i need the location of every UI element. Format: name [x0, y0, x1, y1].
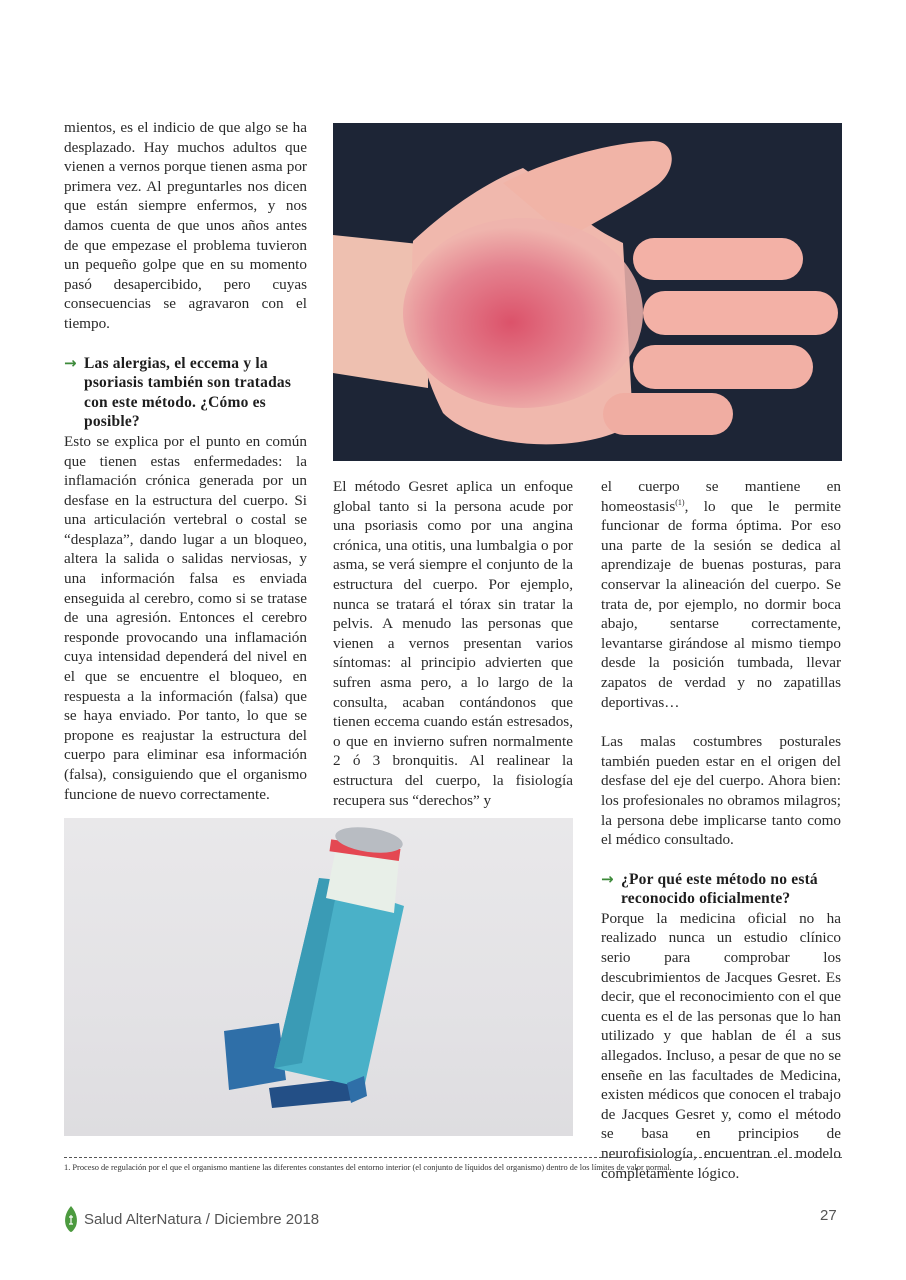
column-1	[64, 118, 307, 804]
inhaler-photo	[64, 818, 573, 1136]
heading-text: ¿Por qué este método no está reconocido oficialmente?	[621, 870, 818, 908]
section-heading-recognition	[601, 870, 841, 909]
section-heading-allergies	[64, 354, 307, 432]
body-paragraph-homeostasis	[601, 477, 841, 712]
leaf-logo-icon	[64, 1206, 78, 1232]
column-2	[333, 477, 573, 810]
text-span: el cuerpo se mantiene en homeostasis	[601, 478, 841, 515]
arrow-right-icon: →	[64, 353, 77, 372]
arrow-right-icon: →	[601, 869, 614, 888]
text-span: , lo que le permite funcionar de forma óptima. Por eso una parte de la sesión se dedica al aprendizaje de buenas posturas, para conservar la alineación del cuerpo. Se trata de, por ejemplo, no dormir boca abajo, sentarse correctamente, levantarse girándose al mismo tiempo desde la posición tumbada, llevar zapatos de verdad y no zapatillas deportivas…	[601, 497, 841, 711]
body-paragraph-recognition: Porque la medicina oficial no ha realizado nunca un estudio clínico serio para comprobar los descubrimientos de Jacques Gesret. Es decir, que el reconocimiento con el que cuenta es el de las personas que lo han utilizado y que hablan de él a sus allegados. Incluso, a pesar de que no se enseñe en las facultades de Medicina, existen médicos que conocen el trabajo de Jacques Gesret y, como el método se basa en principios de neurofisiología, encuentran el modelo completamente lógico.	[601, 909, 841, 1182]
column-3	[601, 477, 841, 1183]
hand-psoriasis-photo	[333, 123, 842, 461]
page-number: 27	[820, 1207, 837, 1224]
heading-text: Las alergias, el eccema y la psoriasis también son tratadas con este método. ¿Cómo es posible?	[84, 354, 292, 431]
body-paragraph-posture: Las malas costumbres posturales también pueden estar en el origen del desfase del eje del cuerpo. Ahora bien: los profesionales no obramos milagros; la persona debe implicarse tanto como el médico consultado.	[601, 733, 841, 849]
footnote-divider	[64, 1157, 842, 1158]
body-paragraph: El método Gesret aplica un enfoque global tanto si la persona acude por una psoriasis como por una angina crónica, una otitis, una lumbalgia o por asma, se verá siempre el conjunto de la estructura del cuerpo. Por ejemplo, nunca se tratará el tórax sin tratar la pelvis. A menudo las personas que vienen a vernos presentan varios síntomas: al principio advierten que sufren asma pero, a lo largo de la consulta, acaban contándonos que tienen eccema cuando están estresados, o que en invierno sufren normalmente 2 ó 3 bronquitis. Al realinear la estructura del cuerpo, la fisiología recupera sus “derechos” y	[333, 478, 573, 809]
hand-illustration	[333, 123, 842, 461]
inhaler-illustration	[64, 818, 573, 1136]
page-footer	[64, 1206, 319, 1232]
publication-info: Salud AlterNatura / Diciembre 2018	[84, 1210, 320, 1228]
footnote-reference[interactable]: (1)	[675, 497, 685, 507]
body-paragraph: Esto se explica por el punto en común que tienen estas enfermedades: la inflamación crónica generada por un desfase en la estructura del cuerpo. Si una articulación vertebral o costal se “desplaza”, dando lugar a un bloqueo, altera la salida o salidas nerviosas, y una información falsa es enviada enseguida al cerebro, como si se tratase de una agresión. Entonces el cerebro responde provocando una inflamación cuya intensidad dependerá del nivel en el que se encuentre el bloqueo, en respuesta a la información (falsa) que se haya enviado. Por tanto, lo que se propone es reajustar la estructura del cuerpo para eliminar esa información (falsa), consiguiendo que el organismo funcione de nuevo correctamente.	[64, 432, 307, 803]
intro-paragraph: mientos, es el indicio de que algo se ha desplazado. Hay muchos adultos que vienen a vernos porque tienen asma por primera vez. Al preguntarles nos dicen que están siempre enfermos, y nos damos cuenta de que unos años antes de que empezase el problema tuvieron un pequeño golpe que en su momento pasó desapercibido, pero cuyas consecuencias se agravaron con el tiempo.	[64, 119, 307, 332]
footnote: 1. Proceso de regulación por el que el organismo mantiene las diferentes constantes del entorno interior (el conjunto de líquidos del organismo) dentro de los límites de valor normal.	[64, 1163, 672, 1172]
